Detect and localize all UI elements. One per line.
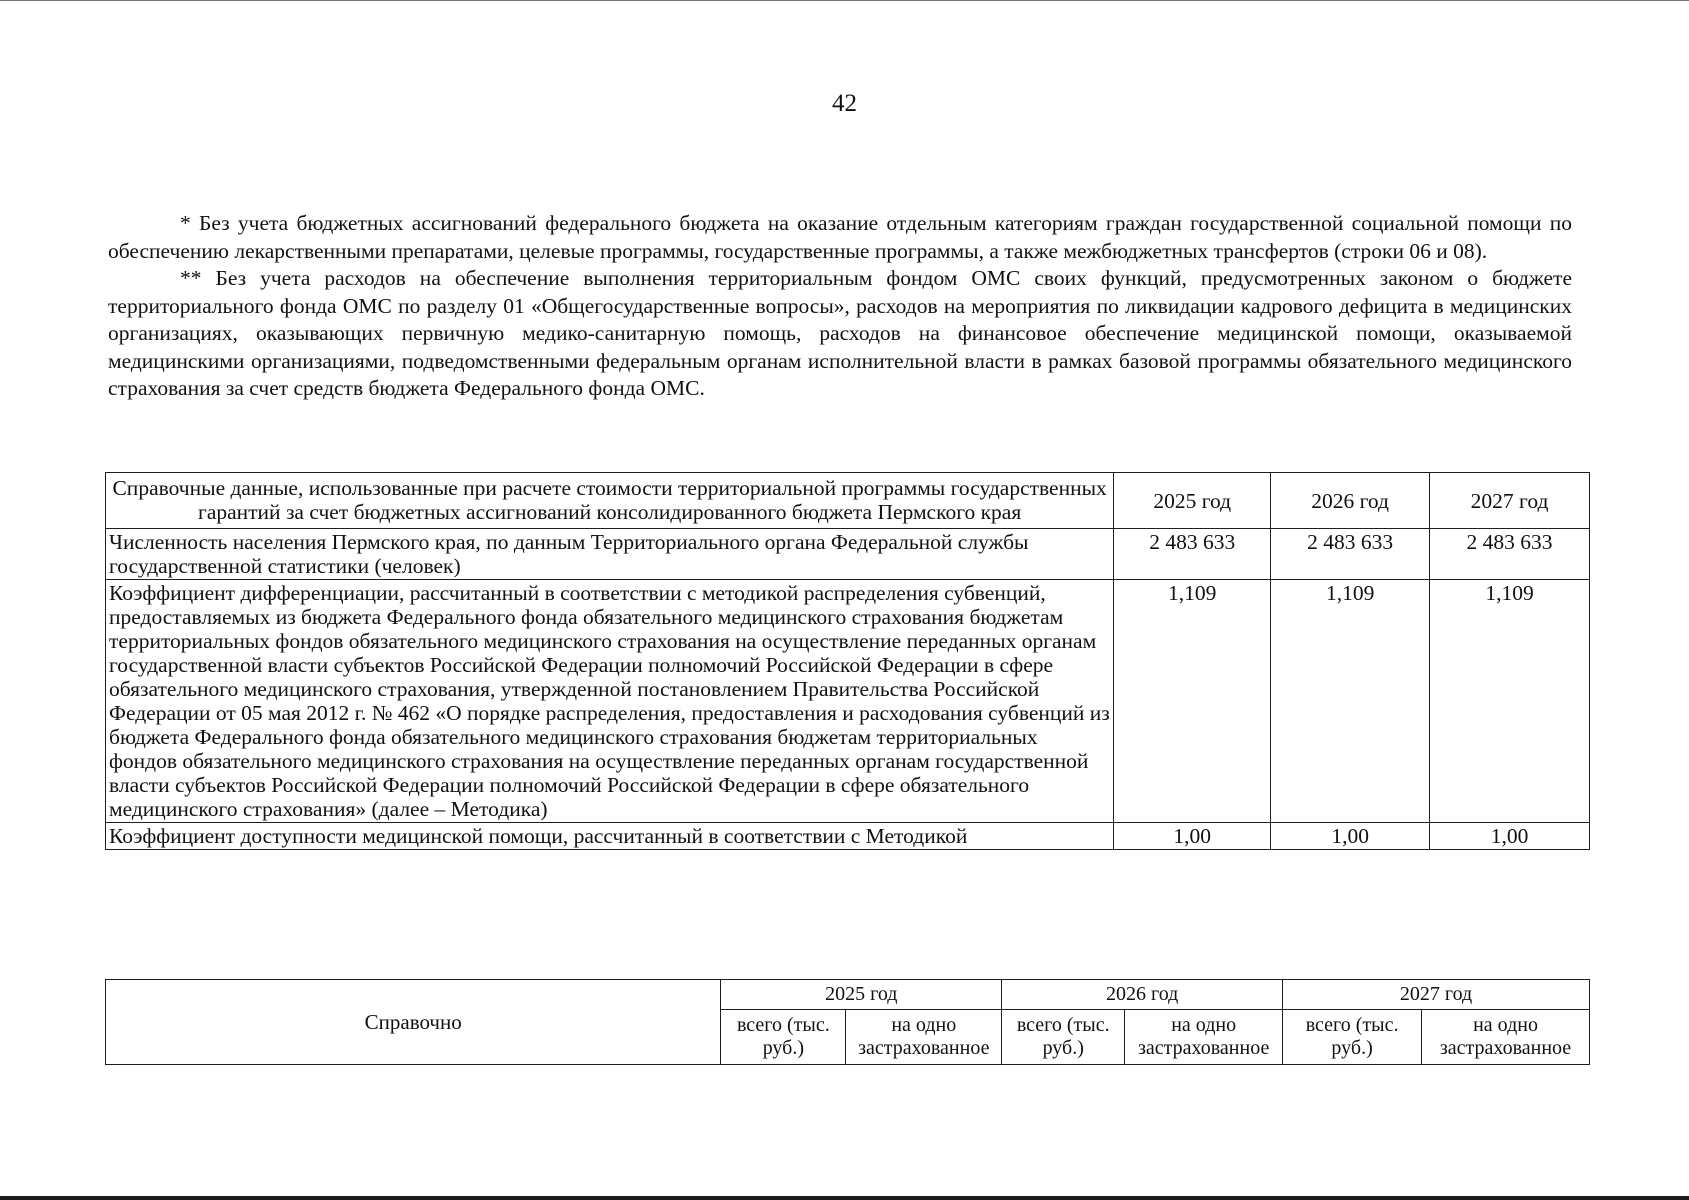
row-description: Численность населения Пермского края, по данным Территориального органа Федеральной службы государственной статистики (человек) xyxy=(106,529,1114,580)
row-value-2027: 1,109 xyxy=(1430,580,1590,823)
summary-per-insured-col-2027: на одно застрахованное xyxy=(1422,1010,1590,1065)
row-value-2026: 2 483 633 xyxy=(1271,529,1430,580)
row-value-2025: 1,109 xyxy=(1114,580,1271,823)
footnote-1: * Без учета бюджетных ассигнований федерального бюджета на оказание отдельным категориям граждан государственной социальной помощи по обеспечению лекарственными препаратами, целевые программы, государственные программы, а также межбюджетных трансфертов (строки 06 и 08). xyxy=(108,211,1572,263)
summary-year-2025: 2025 год xyxy=(721,980,1002,1010)
row-description: Коэффициент дифференциации, рассчитанный в соответствии с методикой распределения субвенций, предоставляемых из бюджета Федерального фонда обязательного медицинского страхования бюджетам территориальных фондов обязательного медицинского страхования на осуществление переданных органам государственной власти субъектов Российской Федерации полномочий Российской Федерации в сфере обязательного медицинского страхования, утвержденной постановлением Правительства Российской Федерации от 05 мая 2012 г. № 462 «О порядке распределения, предоставления и расходования субвенций из бюджета Федерального фонда обязательного медицинского страхования бюджетам территориальных фондов обязательного медицинского страхования на осуществление переданных органам государственной власти субъектов Российской Федерации полномочий Российской Федерации в сфере обязательного медицинского страхования» (далее – Методика) xyxy=(106,580,1114,823)
table-header-row xyxy=(106,473,1590,529)
scan-edge-bottom xyxy=(0,1196,1689,1200)
summary-year-2026: 2026 год xyxy=(1002,980,1283,1010)
summary-total-col-2026: всего (тыс. руб.) xyxy=(1002,1010,1125,1065)
row-value-2026: 1,109 xyxy=(1271,580,1430,823)
header-year-2026: 2026 год xyxy=(1271,473,1430,529)
header-year-2025: 2025 год xyxy=(1114,473,1271,529)
scan-edge-top xyxy=(0,0,1689,1)
table-row-accessibility-coefficient xyxy=(106,823,1590,850)
page-number: 42 xyxy=(832,90,857,117)
summary-per-insured-col-2025: на одно застрахованное xyxy=(846,1010,1002,1065)
header-year-2027: 2027 год xyxy=(1430,473,1590,529)
table-row-population xyxy=(106,529,1590,580)
summary-per-insured-col-2026: на одно застрахованное xyxy=(1125,1010,1283,1065)
summary-total-col-2025: всего (тыс. руб.) xyxy=(721,1010,846,1065)
row-value-2025: 2 483 633 xyxy=(1114,529,1271,580)
summary-label: Справочно xyxy=(106,980,721,1065)
summary-table xyxy=(105,979,1590,1065)
summary-total-col-2027: всего (тыс. руб.) xyxy=(1283,1010,1422,1065)
row-value-2027: 2 483 633 xyxy=(1430,529,1590,580)
row-description: Коэффициент доступности медицинской помощи, рассчитанный в соответствии с Методикой xyxy=(106,823,1114,850)
table-row-differentiation-coefficient xyxy=(106,580,1590,823)
header-description: Справочные данные, использованные при расчете стоимости территориальной программы государственных гарантий за счет бюджетных ассигнований консолидированного бюджета Пермского края xyxy=(106,473,1114,529)
footnote-2: ** Без учета расходов на обеспечение выполнения территориальным фондом ОМС своих функций, предусмотренных законом о бюджете территориального фонда ОМС по разделу 01 «Общегосударственные вопросы», расходов на мероприятия по ликвидации кадрового дефицита в медицинских организациях, оказывающих первичную медико-санитарную помощь, расходов на финансовое обеспечение медицинской помощи, оказываемой медицинскими организациями, подведомственными федеральным органам исполнительной власти в рамках базовой программы обязательного медицинского страхования за счет средств бюджета Федерального фонда ОМС. xyxy=(108,266,1572,400)
summary-year-2027: 2027 год xyxy=(1283,980,1590,1010)
footnotes xyxy=(108,210,1572,403)
row-value-2025: 1,00 xyxy=(1114,823,1271,850)
summary-year-row xyxy=(106,980,1590,1010)
row-value-2026: 1,00 xyxy=(1271,823,1430,850)
reference-data-table xyxy=(105,472,1590,850)
row-value-2027: 1,00 xyxy=(1430,823,1590,850)
